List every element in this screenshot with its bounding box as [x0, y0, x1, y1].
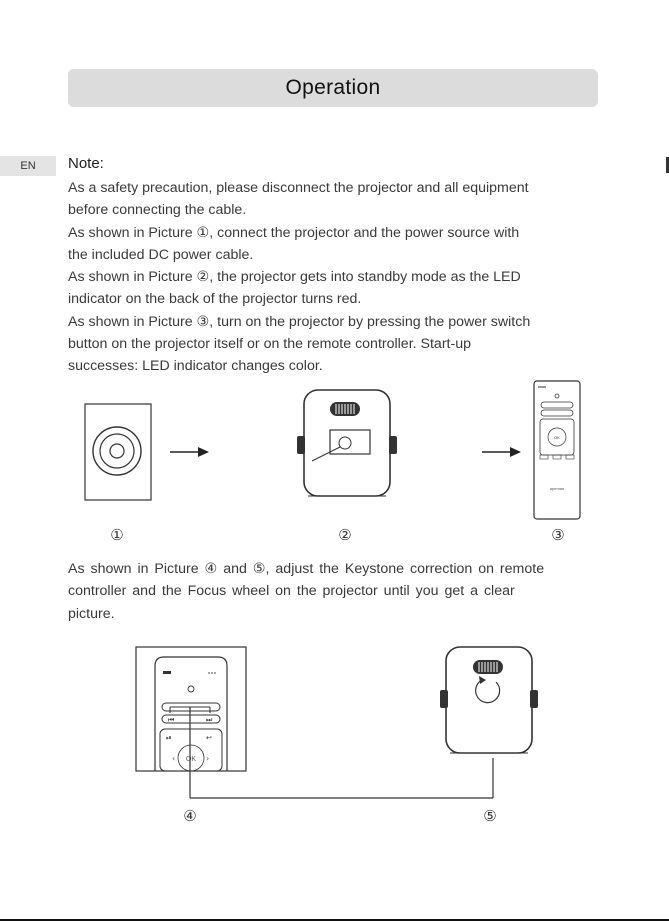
remote-brand-label: apeman: [549, 486, 565, 491]
arrow-right-icon: [170, 447, 209, 457]
play-pause-icon: ⏯: [166, 734, 172, 742]
keystone-down-icon: ⏮: [168, 716, 175, 724]
chevron-left-icon: ‹: [172, 754, 176, 763]
back-icon: ↩: [206, 734, 212, 742]
chevron-right-icon: ›: [206, 754, 210, 763]
picture-label-1: ①: [110, 527, 124, 544]
note-line: button on the projector itself or on the remote controller. Start-up: [68, 336, 471, 353]
power-socket-illustration: [85, 404, 151, 500]
picture-label-2: ②: [338, 527, 352, 544]
remote-ok-label: OK: [554, 435, 560, 440]
note-line: indicator on the back of the projector turns red.: [68, 291, 362, 308]
section-title: Operation: [285, 76, 381, 99]
connector-line: [190, 707, 493, 798]
rotate-arrow-icon: [476, 680, 500, 703]
keystone-line: picture.: [68, 605, 115, 622]
keystone-paragraph: [68, 558, 598, 625]
note-line: As shown in Picture ①, connect the projector and the power source with: [68, 224, 520, 241]
remote-closeup-illustration: [136, 647, 246, 771]
remote-ok-label: OK: [185, 756, 197, 763]
picture-label-3: ③: [551, 527, 565, 544]
picture-label-5: ⑤: [483, 808, 497, 825]
note-line: the included DC power cable.: [68, 246, 254, 263]
note-line: successes: LED indicator changes color.: [68, 358, 323, 375]
keystone-up-icon: ⏭: [206, 716, 213, 724]
note-line: As shown in Picture ②, the projector gets into standby mode as the LED: [68, 269, 521, 286]
projector-back-illustration: [297, 390, 397, 496]
language-tab-label: EN: [20, 160, 36, 172]
projector-front-illustration: [440, 647, 538, 753]
keystone-line: As shown in Picture ④ and ⑤, adjust the Keystone correction on remote: [68, 561, 545, 577]
picture-label-4: ④: [183, 808, 197, 825]
keystone-line: controller and the Focus wheel on the projector until you get a clear: [68, 583, 515, 600]
remote-control-illustration: [534, 381, 580, 519]
note-line: before connecting the cable.: [68, 202, 247, 219]
arrow-right-icon: [482, 447, 521, 457]
note-title: Note:: [68, 155, 104, 172]
note-line: As shown in Picture ③, turn on the projector by pressing the power switch: [68, 313, 531, 330]
note-line: As a safety precaution, please disconnect the projector and all equipment: [68, 180, 529, 196]
